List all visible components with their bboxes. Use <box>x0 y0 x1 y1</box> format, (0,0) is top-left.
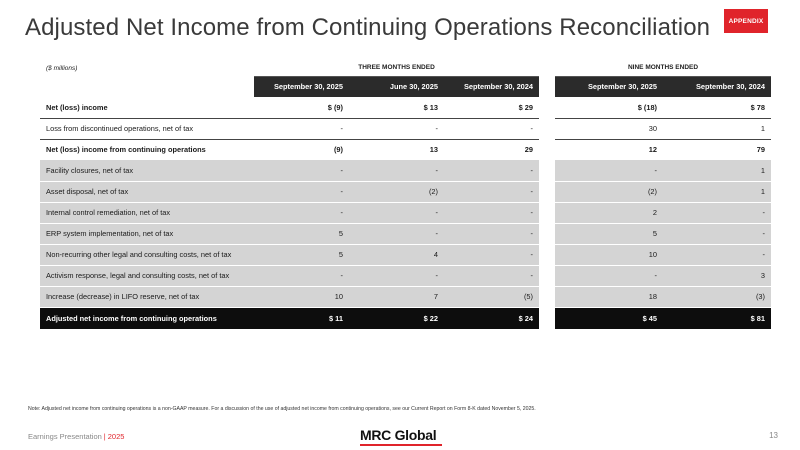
row-label: Facility closures, net of tax <box>40 160 254 181</box>
cell-value: 10 <box>254 286 349 307</box>
column-header: September 30, 2025 <box>254 76 349 97</box>
company-logo <box>360 427 436 443</box>
page-title: Adjusted Net Income from Continuing Operations Reconciliation <box>25 14 711 41</box>
cell-value: 1 <box>663 160 771 181</box>
row-label: Net (loss) income from continuing operations <box>40 139 254 160</box>
cell-value: 7 <box>349 286 444 307</box>
table-row <box>40 202 771 223</box>
row-label: Adjusted net income from continuing operations <box>40 307 254 329</box>
table-row <box>40 181 771 202</box>
cell-value: 10 <box>555 244 663 265</box>
cell-value: - <box>555 160 663 181</box>
reconciliation-table-wrap <box>40 60 766 329</box>
nine-months-header: NINE MONTHS ENDED <box>555 60 771 76</box>
cell-value: - <box>349 265 444 286</box>
cell-value: 5 <box>254 223 349 244</box>
cell-value: 3 <box>663 265 771 286</box>
cell-value: - <box>349 118 444 139</box>
cell-value: (2) <box>349 181 444 202</box>
row-label: Loss from discontinued operations, net of tax <box>40 118 254 139</box>
cell-value: $ 11 <box>254 307 349 329</box>
cell-value: $ 81 <box>663 307 771 329</box>
cell-value: - <box>349 160 444 181</box>
appendix-badge: APPENDIX <box>724 9 768 33</box>
table-row <box>40 139 771 160</box>
cell-value: - <box>444 265 539 286</box>
table-row <box>40 265 771 286</box>
footnote: Note: Adjusted net income from continuing operations is a non-GAAP measure. For a discussion of the use of adjusted net income from continuing operations, see our Current Report on Form 8-K dated November 5, 2025. <box>28 406 536 412</box>
group-header-row <box>40 60 771 76</box>
cell-value: 2 <box>555 202 663 223</box>
table-row <box>40 286 771 307</box>
cell-value: (2) <box>555 181 663 202</box>
presentation-label: Earnings Presentation <box>28 432 102 441</box>
row-label: Activism response, legal and consulting costs, net of tax <box>40 265 254 286</box>
cell-value: 30 <box>555 118 663 139</box>
table-row <box>40 160 771 181</box>
table-row <box>40 118 771 139</box>
three-months-header: THREE MONTHS ENDED <box>254 60 539 76</box>
table-row <box>40 97 771 118</box>
total-row <box>40 307 771 329</box>
cell-value: 18 <box>555 286 663 307</box>
column-header-row <box>40 76 771 97</box>
cell-value: - <box>663 244 771 265</box>
cell-value: $ 45 <box>555 307 663 329</box>
row-label: Net (loss) income <box>40 97 254 118</box>
cell-value: - <box>663 223 771 244</box>
cell-value: - <box>254 202 349 223</box>
cell-value: $ 78 <box>663 97 771 118</box>
cell-value: - <box>254 265 349 286</box>
row-label: ERP system implementation, net of tax <box>40 223 254 244</box>
cell-value: 1 <box>663 181 771 202</box>
cell-value: - <box>663 202 771 223</box>
cell-value: $ 22 <box>349 307 444 329</box>
cell-value: 12 <box>555 139 663 160</box>
footer-separator: | <box>103 432 106 441</box>
footer-year: 2025 <box>107 432 125 441</box>
logo-text: MRC Global <box>360 427 437 443</box>
cell-value: (3) <box>663 286 771 307</box>
cell-value: - <box>444 160 539 181</box>
cell-value: - <box>555 265 663 286</box>
cell-value: $ 24 <box>444 307 539 329</box>
column-header: September 30, 2024 <box>444 76 539 97</box>
row-label: Asset disposal, net of tax <box>40 181 254 202</box>
column-header: September 30, 2024 <box>663 76 771 97</box>
cell-value: 79 <box>663 139 771 160</box>
cell-value: - <box>444 118 539 139</box>
reconciliation-table <box>40 60 771 329</box>
cell-value: - <box>444 223 539 244</box>
cell-value: 1 <box>663 118 771 139</box>
cell-value: 5 <box>555 223 663 244</box>
cell-value: $ 13 <box>349 97 444 118</box>
cell-value: 13 <box>349 139 444 160</box>
cell-value: - <box>444 244 539 265</box>
unit-label: ($ millions) <box>46 64 78 72</box>
cell-value: 5 <box>254 244 349 265</box>
cell-value: - <box>254 181 349 202</box>
column-header: June 30, 2025 <box>349 76 444 97</box>
cell-value: - <box>349 202 444 223</box>
row-label: Internal control remediation, net of tax <box>40 202 254 223</box>
cell-value: (9) <box>254 139 349 160</box>
row-label: Non-recurring other legal and consulting costs, net of tax <box>40 244 254 265</box>
table-row <box>40 223 771 244</box>
table-row <box>40 244 771 265</box>
cell-value: $ 29 <box>444 97 539 118</box>
cell-value: 29 <box>444 139 539 160</box>
cell-value: - <box>254 118 349 139</box>
cell-value: - <box>254 160 349 181</box>
column-header: September 30, 2025 <box>555 76 663 97</box>
footer-presentation <box>28 432 124 441</box>
cell-value: $ (9) <box>254 97 349 118</box>
logo-underline <box>360 444 442 446</box>
cell-value: - <box>444 202 539 223</box>
cell-value: - <box>444 181 539 202</box>
page-number: 13 <box>769 431 778 440</box>
cell-value: - <box>349 223 444 244</box>
cell-value: $ (18) <box>555 97 663 118</box>
cell-value: (5) <box>444 286 539 307</box>
cell-value: 4 <box>349 244 444 265</box>
row-label: Increase (decrease) in LIFO reserve, net of tax <box>40 286 254 307</box>
